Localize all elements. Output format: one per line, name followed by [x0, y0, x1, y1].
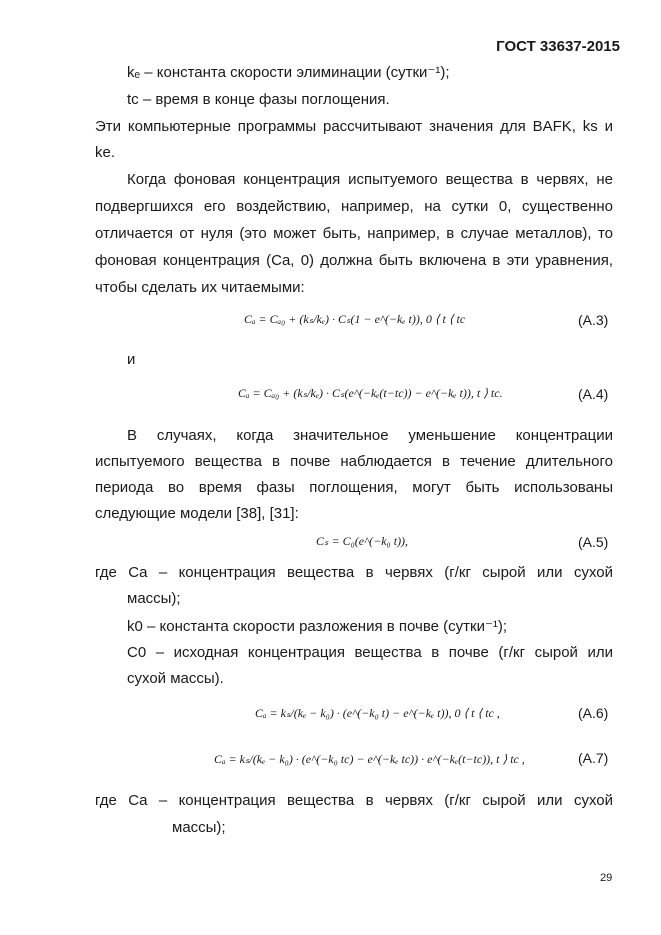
where-ca2-line-2: массы); [172, 819, 226, 836]
where-ca-line-1: где Ca – концентрация вещества в червях (г/кг сырой или сухой [95, 564, 613, 581]
background-line-3: отличается от нуля (это может быть, например, в случае металлов), то [95, 225, 613, 242]
equation-a7: Cₐ = kₛ/(kₑ − k₀) · (e^(−k₀ tc) − e^(−kₑ tc)) · e^(−kₑ(t−tc)), t ⟩ tc , [214, 752, 525, 766]
page-number: 29 [600, 872, 613, 884]
where-ca2-line-1: где Ca – концентрация вещества в червях (г/кг сырой или сухой [95, 792, 613, 809]
equation-a6: Cₐ = kₛ/(kₑ − k₀) · (e^(−k₀ t) − e^(−kₑ t)), 0 ⟨ t ⟨ tc , [255, 706, 500, 720]
decline-line-1: В случаях, когда значительное уменьшение концентрации [127, 427, 613, 444]
background-line-5: чтобы сделать их читаемыми: [95, 279, 305, 296]
equation-a6-number: (A.6) [578, 705, 609, 721]
programs-line-1: Эти компьютерные программы рассчитывают значения для BAFK, ks и [95, 118, 613, 135]
c0-definition-line-2: сухой массы). [127, 670, 224, 687]
background-line-2: подвергшихся его воздействию, например, на сутки 0, существенно [95, 198, 613, 215]
equation-a3: Cₐ = Cₐ₀ + (kₛ/kₑ) · Cₛ(1 − e^(−kₑ t)), 0 ⟨ t ⟨ tc [244, 312, 466, 326]
ke-definition: kₑ – константа скорости элиминации (сутки⁻¹); [127, 64, 450, 81]
programs-line-2: ke. [95, 144, 116, 161]
background-line-4: фоновая концентрация (Ca, 0) должна быть включена в эти уравнения, [95, 252, 613, 269]
document-id: ГОСТ 33637-2015 [496, 38, 620, 55]
equation-a3-number: (A.3) [578, 312, 609, 328]
equation-a4-number: (A.4) [578, 386, 609, 402]
decline-line-3: периода во время фазы поглощения, могут быть использованы [95, 479, 613, 496]
equation-a5: Cₛ = C₀(e^(−k₀ t)), [316, 534, 409, 548]
equation-a4: Cₐ = Cₐ₀ + (kₛ/kₑ) · Cₛ(e^(−kₑ(t−tc)) − e^(−kₑ t)), t ⟩ tc. [238, 386, 503, 400]
k0-definition: k0 – константа скорости разложения в почве (сутки⁻¹); [127, 618, 508, 635]
c0-definition-line-1: C0 – исходная концентрация вещества в почве (г/кг сырой или [127, 644, 613, 661]
where-ca-line-2: массы); [127, 590, 181, 607]
and-word: и [127, 351, 136, 368]
background-line-1: Когда фоновая концентрация испытуемого вещества в червях, не [127, 171, 613, 188]
decline-line-4: следующие модели [38], [31]: [95, 505, 299, 522]
tc-definition: tc – время в конце фазы поглощения. [127, 91, 390, 108]
decline-line-2: испытуемого вещества в почве наблюдается в течение длительного [95, 453, 613, 470]
equation-a5-number: (A.5) [578, 534, 609, 550]
equation-a7-number: (A.7) [578, 750, 609, 766]
